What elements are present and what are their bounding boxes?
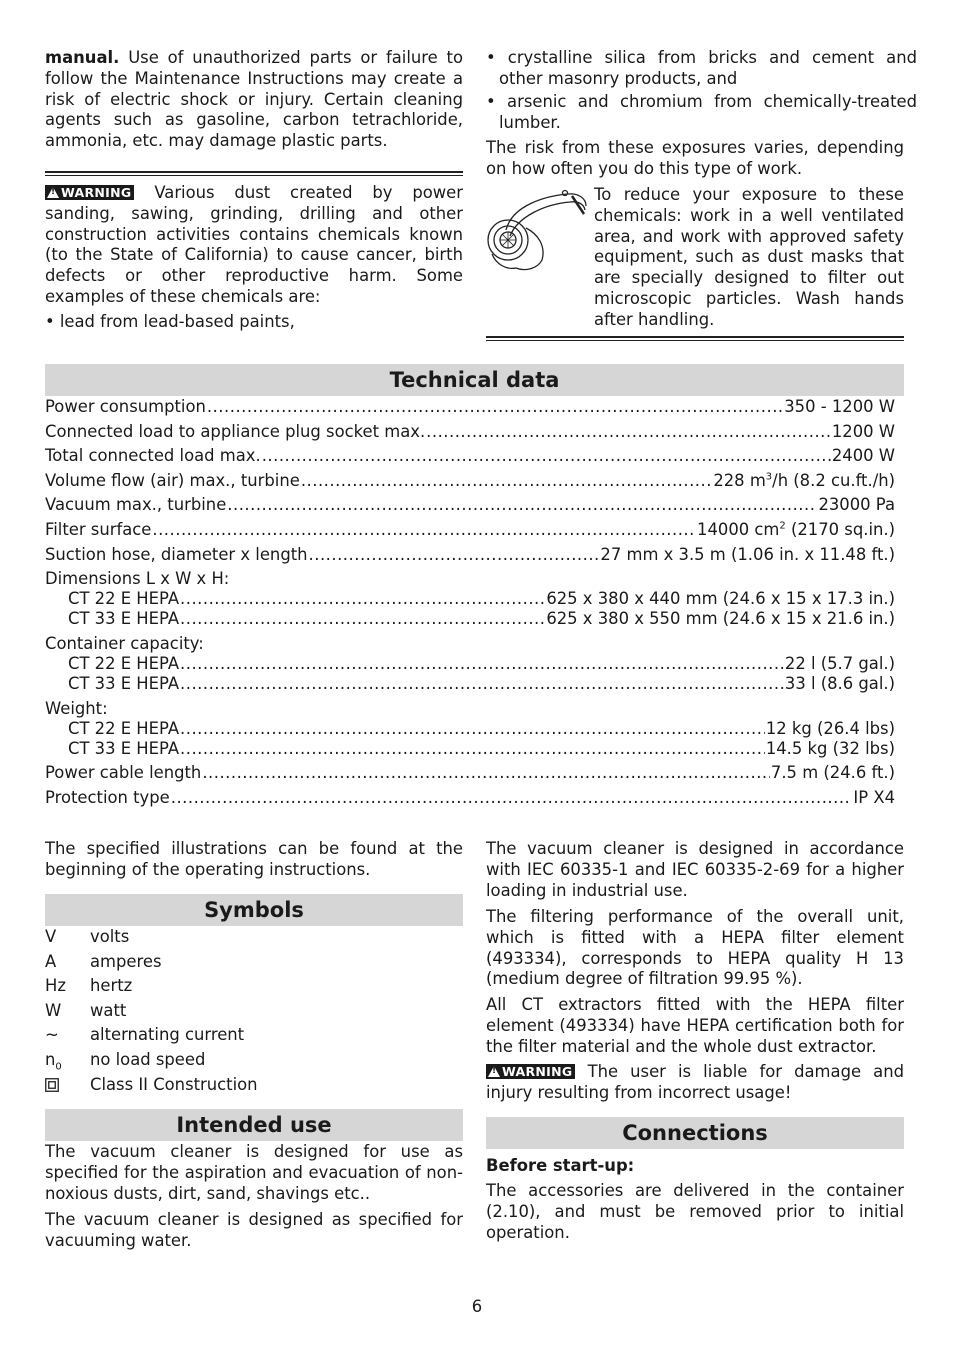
tech-row-weight-heading: Weight:	[45, 699, 108, 718]
connections-paragraph: The accessories are delivered in the container (2.10), and must be removed prior to initial operation.	[486, 1181, 904, 1242]
hepa-certification-paragraph: All CT extractors fitted with the HEPA filter element (493334) have HEPA certification both for the filter material and the whole dust extractor.	[486, 995, 904, 1056]
tech-row-container-heading: Container capacity:	[45, 634, 204, 653]
before-startup-subheading: Before start-up:	[486, 1156, 635, 1175]
tech-row-connected-load: Connected load to appliance plug socket max. ..... 1200 W	[45, 422, 895, 444]
iec-paragraph: The vacuum cleaner is designed in accordance with IEC 60335-1 and IEC 60335-2-69 for a higher loading in industrial use.	[486, 839, 904, 900]
bullet-silica: • crystalline silica from bricks and cement and other masonry products, and	[486, 48, 917, 88]
tech-row-power-consumption: Power consumption ..... 350 - 1200 W	[45, 397, 895, 419]
maintenance-text: Use of unauthorized parts or failure to follow the Maintenance Instructions may create a risk of electric shock or injury. Certain cleaning agents such as gasoline, carbon tetrachloride, ammonia, etc. may damage plastic parts.	[45, 48, 463, 151]
user-liability-warning: !WARNING The user is liable for damage and injury resulting from incorrect usage!	[486, 1062, 904, 1104]
tech-row-dim-ct33: CT 33 E HEPA ..... 625 x 380 x 550 mm (24.6 x 15 x 21.6 in.)	[45, 609, 895, 631]
connections-heading: Connections	[486, 1117, 904, 1149]
tech-row-cable-length: Power cable length ..... 7.5 m (24.6 ft.)	[45, 763, 895, 785]
warning-text: Various dust created by power sanding, sawing, grinding, drilling and other construction activities contains chemicals known (to the State of California) to cause cancer, birth defects or other reproductive harm. Some examples of these chemicals are:	[45, 183, 463, 306]
tech-row-weight-ct33: CT 33 E HEPA ..... 14.5 kg (32 lbs)	[45, 739, 895, 761]
warning-paragraph	[45, 183, 463, 308]
warning-triangle-icon	[488, 1066, 500, 1077]
warning-badge: !WARNING	[486, 1064, 575, 1079]
intended-use-paragraph-2: The vacuum cleaner is designed as specified for vacuuming water.	[45, 1210, 463, 1250]
tech-row-suction-hose: Suction hose, diameter x length ..... 27 mm x 3.5 m (1.06 in. x 11.48 ft.)	[45, 545, 895, 567]
reduce-exposure-paragraph: To reduce your exposure to these chemicals: work in a well ventilated area, and work with approved safety equipment, such as dust masks that are specially designed to filter out microscopic particles. Wash hands after handling.	[594, 185, 904, 329]
intended-use-heading: Intended use	[45, 1109, 463, 1141]
warning-badge	[45, 185, 134, 200]
class-ii-construction-icon	[45, 1078, 59, 1092]
tech-row-protection-type: Protection type ..... IP X4	[45, 788, 895, 810]
risk-paragraph: The risk from these exposures varies, depending on how often you do this type of work.	[486, 138, 904, 178]
tech-row-weight-ct22: CT 22 E HEPA ..... 12 kg (26.4 lbs)	[45, 719, 895, 741]
warning-triangle-icon	[47, 187, 59, 198]
symbols-heading: Symbols	[45, 894, 463, 926]
page-number: 6	[471, 1297, 483, 1316]
tech-row-dim-ct22: CT 22 E HEPA ..... 625 x 380 x 440 mm (24.6 x 15 x 17.3 in.)	[45, 589, 895, 611]
manual-bold-word: manual.	[45, 48, 120, 67]
tech-row-vacuum: Vacuum max., turbine ..... 23000 Pa	[45, 495, 895, 517]
section-divider	[45, 171, 463, 176]
intended-use-paragraph-1: The vacuum cleaner is designed for use as specified for the aspiration and evacuation of non-noxious dusts, dirt, sand, shavings etc..	[45, 1142, 463, 1203]
illustrations-paragraph: The specified illustrations can be found at the beginning of the operating instructions.	[45, 839, 463, 879]
bullet-arsenic: • arsenic and chromium from chemically-treated lumber.	[486, 92, 917, 132]
tech-row-dimensions-heading: Dimensions L x W x H:	[45, 569, 230, 588]
technical-data-heading: Technical data	[45, 364, 904, 396]
maintenance-paragraph	[45, 48, 463, 152]
respirator-mask-icon	[486, 188, 590, 278]
tech-row-filter-surface: Filter surface ..... 14000 $cm^2$ (2170 sq.in.)	[45, 520, 895, 542]
bullet-lead: • lead from lead-based paints,	[45, 312, 295, 331]
section-divider	[486, 336, 904, 341]
tech-row-cap-ct22: CT 22 E HEPA ..... 22 l (5.7 gal.)	[45, 654, 895, 676]
warning-label: WARNING	[61, 185, 132, 200]
hepa-performance-paragraph: The filtering performance of the overall unit, which is fitted with a HEPA filter element (493334), corresponds to HEPA quality H 13 (medium degree of filtration 99.95 %).	[486, 907, 904, 989]
tech-row-cap-ct33: CT 33 E HEPA ..... 33 l (8.6 gal.)	[45, 674, 895, 696]
tech-row-total-load: Total connected load max. ..... 2400 W	[45, 446, 895, 468]
tech-row-volume-flow: Volume flow (air) max., turbine ..... 228 $m^3/h$ (8.2 cu.ft./h)	[45, 471, 895, 493]
